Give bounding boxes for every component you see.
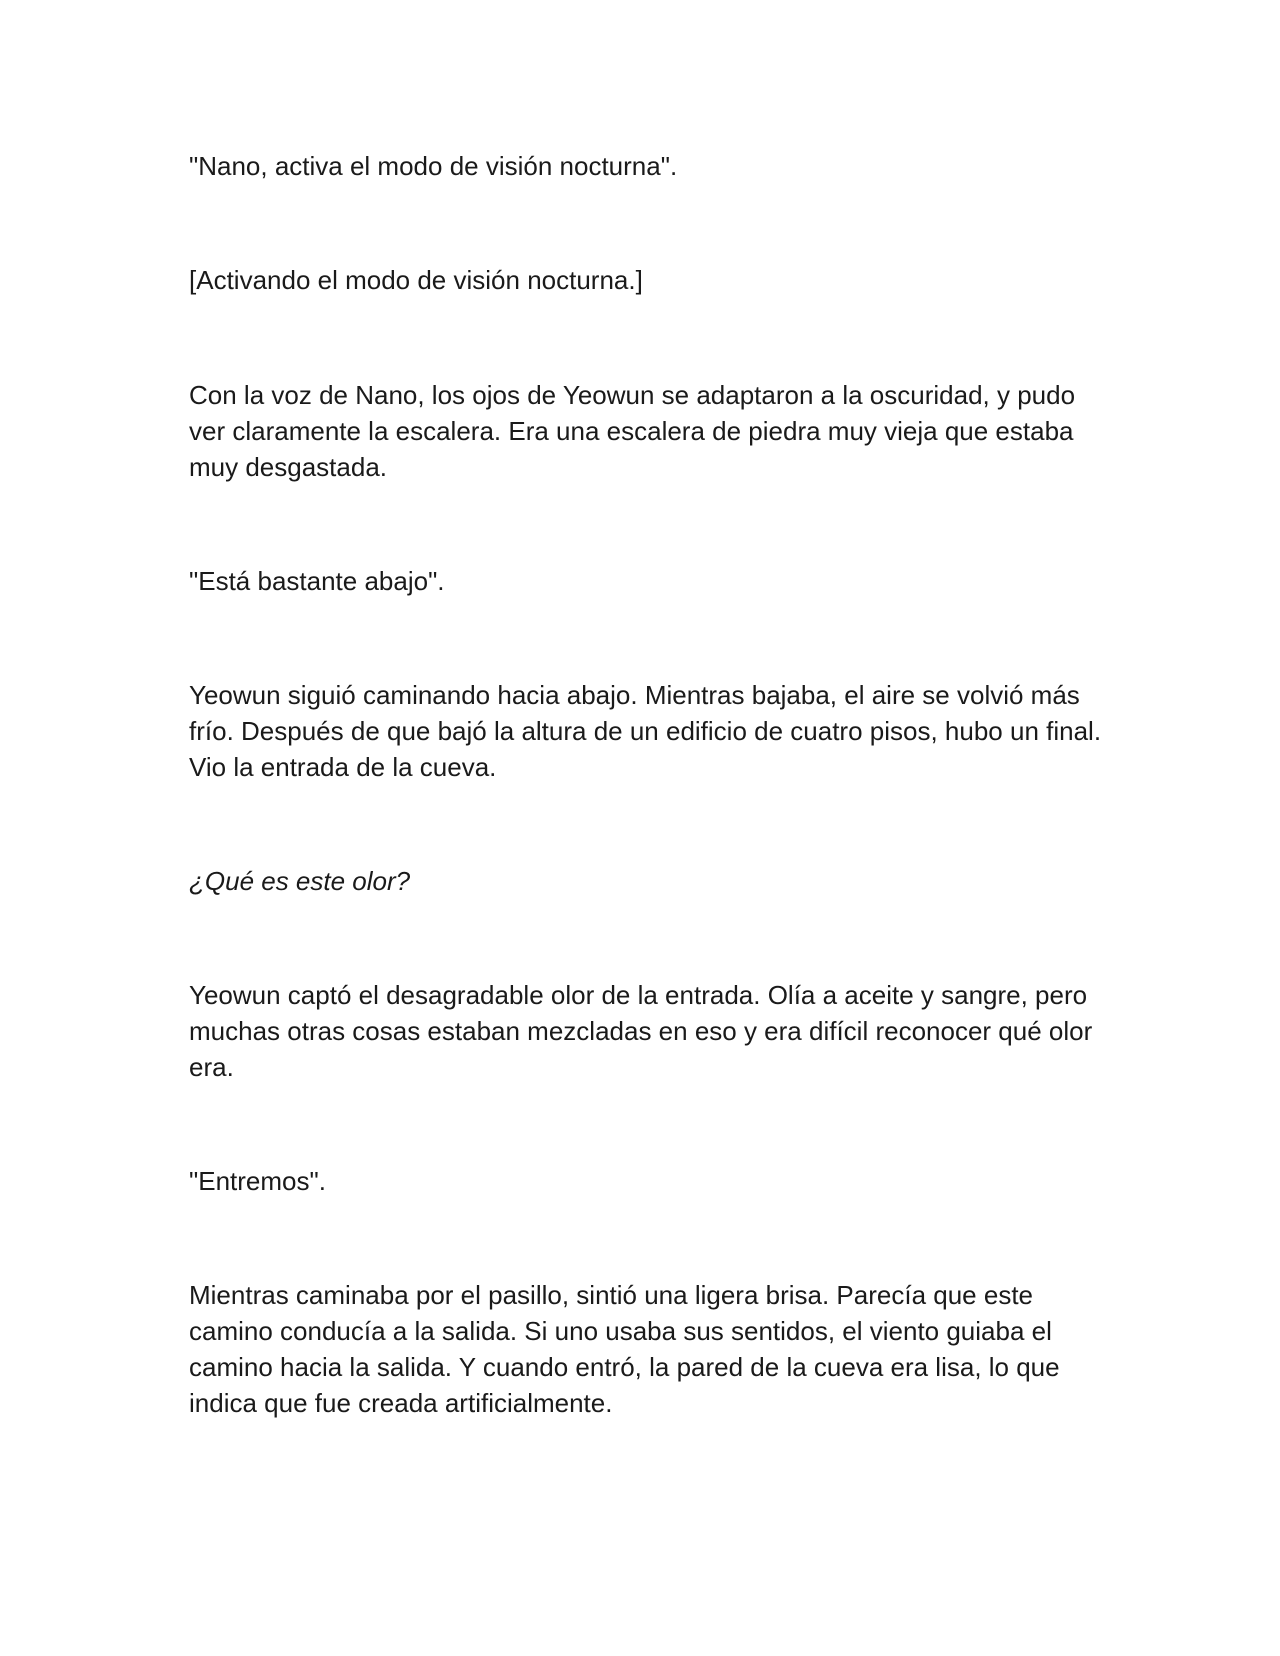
paragraph-dialogue-below: "Está bastante abajo". (189, 566, 445, 596)
paragraph-narration-staircase: Con la voz de Nano, los ojos de Yeowun se adaptaron a la oscuridad, y pudo ver claramente la escalera. Era una escalera de piedra muy vieja que estaba muy desgastada. (189, 380, 1076, 482)
paragraph-dialogue-enter: "Entremos". (189, 1166, 326, 1196)
paragraph-dialogue-night-vision: "Nano, activa el modo de visión nocturna". (189, 151, 678, 181)
paragraph-system-message: [Activando el modo de visión nocturna.] (189, 265, 643, 295)
paragraph-narration-descent: Yeowun siguió caminando hacia abajo. Mientras bajaba, el aire se volvió más frío. Después de que bajó la altura de un edificio de cuatro pisos, hubo un final. Vio la entrada de la cueva. (189, 680, 1102, 782)
paragraph-narration-smell: Yeowun captó el desagradable olor de la entrada. Olía a aceite y sangre, pero muchas otras cosas estaban mezcladas en eso y era difícil reconocer qué olor era. (189, 980, 1093, 1082)
paragraph-narration-corridor: Mientras caminaba por el pasillo, sintió una ligera brisa. Parecía que este camino conducía a la salida. Si uno usaba sus sentidos, el viento guiaba el camino hacia la salida. Y cuando entró, la pared de la cueva era lisa, lo que indica que fue creada artificialmente. (189, 1280, 1060, 1418)
paragraph-thought-smell: ¿Qué es este olor? (189, 866, 411, 896)
